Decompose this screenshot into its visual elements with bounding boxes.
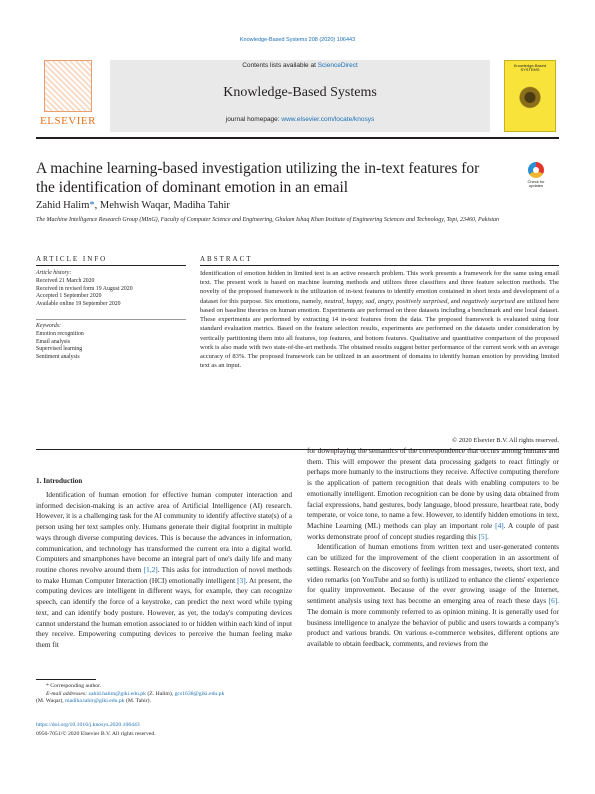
footnote [36, 683, 292, 706]
keyword-item: Supervised learning [36, 346, 83, 353]
author-rest: , Mehwish Waqar, Madiha Tahir [94, 200, 230, 211]
elsevier-tree-icon [44, 60, 92, 112]
email-link[interactable]: zahid.halim@giki.edu.pk [88, 690, 146, 697]
citation-link[interactable]: [3] [237, 575, 246, 585]
article-history [36, 270, 186, 309]
email-link[interactable]: gcs1638@giki.edu.pk [174, 690, 225, 697]
keywords-title: Keywords: [36, 323, 61, 329]
keyword-item: Email analysis [36, 338, 70, 345]
author-list [36, 200, 516, 211]
corresponding-author-link[interactable]: * [89, 200, 95, 211]
author-first: Zahid Halim [36, 200, 90, 211]
paragraph: Identification of human emotions from written text and user-generated contents can be utilized for the improvement of the client cooperation in an assortment of settings. Research on the discovery of feelings from messages, tweets, short text, and video remarks (on YouTube and so forth) is utilized to enhance the clients' experience for quality improvement. Because of the ever growing usage of the Internet, sentiment analysis using text has become an emerging area of reach these days [6]. The domain is more commonly referred to as opinion mining. It is generally used for business intelligence to analyze the behavior of public and users towards a company's product and various brands. On various e-commerce websites, different options are available to obtain feedback, comments, and reviews from the [307, 542, 559, 648]
history-item: Accepted 1 September 2020 [36, 293, 102, 300]
paragraph: Identification of human emotion for effective human computer interaction and informed decision-making is an active area of Artificial Intelligence (AI) research. However, it is a challenging task for the AI community to identify affective state(s) of a person using her text samples only. Humans generate their digital footprint in multiple ways through diverse computing devices. This is because the advances in information, communication, and technology has transformed the current era into a digital world. Computers and smartphones have become an integral part of one's daily life and many routine chores revolve around them [1,2]. This asks for introduction of novel methods to make Human Computer Interaction (HCI) emotionally intelligent [3]. At present, the computing devices are intelligent in different ways, for example, they can recognize speech, can identify the force of a keystroke, can predict the next word while typing text, and can identify body posture. However, as yet, the today's computing devices cannot understand the human emotion associated to or hidden within each kind of input they receive. Empowering computing devices to perceive the human feeling make them fit [36, 490, 292, 650]
cover-title: Knowledge-Based SYSTEMS [513, 63, 547, 73]
history-rule [36, 319, 186, 320]
article-info-heading: ARTICLE INFO [36, 255, 108, 263]
citation-link[interactable]: [5] [478, 531, 487, 541]
cover-artwork [515, 83, 545, 119]
journal-cover-image [504, 60, 556, 132]
keywords [36, 323, 186, 362]
article-info-rule [36, 265, 186, 266]
abstract-copyright: © 2020 Elsevier B.V. All rights reserved. [452, 437, 559, 444]
email-link[interactable]: madiha.tahir@giki.edu.pk [65, 698, 125, 705]
elsevier-logo [36, 58, 100, 132]
keyword-item: Sentiment analysis [36, 354, 80, 361]
homepage-line: journal homepage: www.elsevier.com/locate/knosys [225, 116, 375, 123]
check-updates-label: Check for updates [527, 179, 545, 189]
citation-link[interactable]: [1,2] [143, 565, 158, 575]
abstract-body: Identification of emotion hidden in limited text is an active research problem. This work presents a framework for the same using email text. The present work is based on machine learning methods and utilizes three classifiers and three feature selection methods. The novelty of the proposed framework is the utilization of in-text features to identify emotion contained in short texts and development of a dataset for this purpose. Six emotions, namely, neutral, happy, sad, angry, positively surprised, and negatively surprised are utilized here based on baseline theories on human emotion. Experiments are performed on three datasets including a benchmark and one local dataset. These experiments are performed by extracting 14 in-text features from the data. The proposed framework is evaluated using four standard evaluation metrics. Based on the feature selection results, experiments are performed on the datasets under consideration by vertically partitioning them into all features, top features, and bottom features. Qualitative and quantitative comparison of the proposed work is also made with two state-of-the-art methods. The obtained results suggest better performance of the current work with an average accuracy of 83%. The proposed framework can be utilized in an assortment of domains to identify human emotion by providing limited text as an input. [200, 270, 559, 370]
abstract-heading: ABSTRACT [200, 255, 253, 263]
body-column-right [307, 446, 559, 650]
history-item: Received 21 March 2020 [36, 277, 95, 284]
email-continuation: (M. Waqar), madiha.tahir@giki.edu.pk (M. Tahir). [36, 698, 151, 705]
journal-name: Knowledge-Based Systems [223, 85, 377, 100]
contents-line: Contents lists available at ScienceDirect [242, 62, 358, 69]
issn-line: 0950-7051/© 2020 Elsevier B.V. All rights reserved. [36, 731, 156, 737]
corresponding-author-note: * Corresponding author. [46, 683, 102, 689]
check-for-updates-badge[interactable] [523, 162, 549, 196]
history-item: Available online 19 September 2020 [36, 301, 121, 308]
paragraph: for downplaying the semantics of the correspondence that occurs among humans and them. This will empower the present data processing gadgets to react fittingly or perhaps more humanly to the instructions they receive. Affective computing therefore is the application of pattern recognition that deals with enabling computers to be emotionally intelligent. Emotion recognition can be done by using data obtained from facial expressions, hand gestures, body language, blood pressure, heartbeat rate, body temperate, or voice tone, to name a few. However, to identify hidden emotions in text, Machine Learning (ML) methods can play an important role [4]. A couple of past works demonstrate proof of concept studies regarding this [5]. [307, 446, 560, 541]
section-heading-introduction: 1. Introduction [36, 477, 83, 485]
paper-title: A machine learning-based investigation utilizing the in-text features for the identification of dominant emotion in an email [36, 160, 480, 196]
body-column-left [36, 490, 292, 651]
affiliation: The Machine Intelligence Research Group (MInG), Faculty of Computer Science and Engineering, Ghulam Ishaq Khan Institute of Engineering Sciences and Technology, Topi, 23460, Pakistan [36, 217, 500, 223]
history-title: Article history: [36, 270, 72, 276]
journal-reference[interactable]: Knowledge-Based Systems 208 (2020) 106443 [239, 37, 356, 43]
abstract-rule [200, 265, 559, 266]
header-rule [36, 137, 559, 139]
email-addresses: E-mail addresses: zahid.halim@giki.edu.pk (Z. Halim), gcs1638@giki.edu.pk [46, 690, 225, 697]
citation-link[interactable]: [4] [495, 521, 504, 531]
journal-homepage-link[interactable]: www.elsevier.com/locate/knosys [281, 116, 375, 123]
citation-link[interactable]: [6] [548, 596, 558, 606]
keyword-item: Emotion recognition [36, 330, 84, 337]
doi-link[interactable]: https://doi.org/10.1016/j.knosys.2020.106443 [36, 722, 140, 728]
footnote-rule [36, 679, 96, 680]
publisher-wordmark: ELSEVIER [40, 115, 96, 127]
history-item: Received in revised form 19 August 2020 [36, 285, 133, 292]
sciencedirect-link[interactable]: ScienceDirect [317, 62, 358, 69]
check-updates-icon [528, 162, 544, 178]
